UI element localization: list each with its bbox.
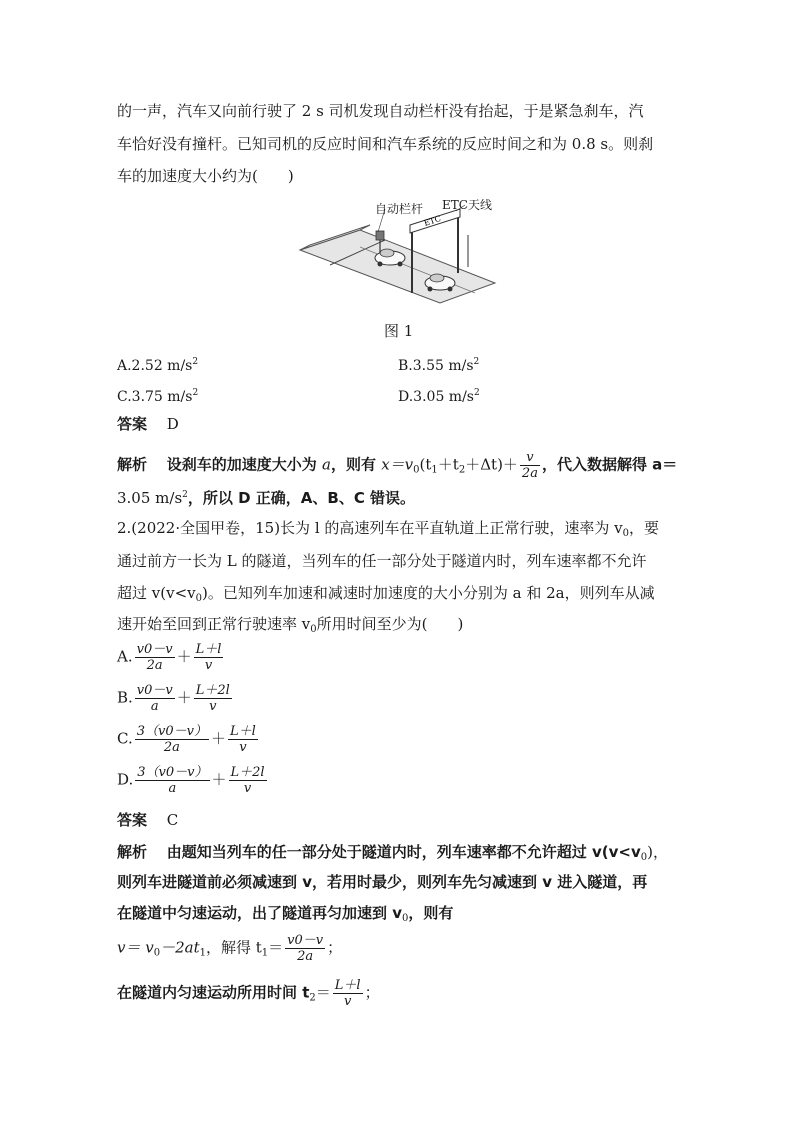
q2-analysis-line3: 在隧道中匀速运动，出了隧道再匀加速到 $v_0$，则有 bbox=[117, 904, 454, 924]
q2-analysis-line2: 则列车进隧道前必须减速到 v，若用时最少，则列车先匀减速到 v 进入隧道，再 bbox=[117, 873, 648, 891]
q2-analysis-line1: 解析 由题知当列车的任一部分处于隧道内时，列车速率都不允许超过 $v(v<v_0)$， bbox=[117, 843, 669, 863]
q1-option-b: B.3.55 $m/s^2$ bbox=[398, 357, 480, 374]
q1-option-d: D.3.05 $m/s^2$ bbox=[398, 388, 480, 405]
q1-analysis-fraction: $\frac{v}{2a}$ bbox=[521, 450, 538, 481]
q1-stem-line1: 的一声，汽车又向前行驶了 2 s 司机发现自动栏杆没有抬起，于是紧急刹车，汽 bbox=[117, 102, 644, 120]
q2-option-d: D. $\frac{3(v0-v)}{a}$ ＋ $\frac{L+2l}{v}$ bbox=[117, 765, 265, 796]
label-etc-antenna: ETC天线 bbox=[442, 198, 492, 212]
q1-figure bbox=[290, 195, 505, 310]
q2-answer: 答案 C bbox=[117, 811, 179, 829]
etc-sign-text: ETC bbox=[422, 213, 443, 228]
figure-caption: 图 1 bbox=[384, 322, 414, 340]
label-auto-barrier: 自动栏杆 bbox=[375, 202, 424, 216]
q1-stem-line2: 车恰好没有撞杆。已知司机的反应时间和汽车系统的反应时间之和为 0.8 s。则刹 bbox=[117, 135, 654, 153]
q2-stem-line1: 2.(2022·全国甲卷，15)长为 l 的高速列车在平直轨道上正常行驶，速率为 $v_0$，要 bbox=[117, 519, 660, 539]
q1-option-c: C.3.75 $m/s^2$ bbox=[117, 388, 199, 405]
q2-equation-1: $v= v_0-2at_1$，解得 $t_1=$ $\frac{v0-v}{2a}$ ； bbox=[117, 933, 343, 964]
q1-analysis-line2: 3.05 $m/s^2$，所以 D 正确，A、B、C 错误。 bbox=[117, 489, 416, 507]
q1-analysis-line1: 解析 设刹车的加速度大小为 a，则有 $x=v_0(t_1+t_2+\Delta t)+$ $\frac{v}{2a}$ ，代入数据解得 a＝ bbox=[117, 450, 678, 481]
q1-answer: 答案 D bbox=[117, 415, 179, 433]
q2-stem-line3: 超过 $v(v<v_0)$。已知列车加速和减速时加速度的大小分别为 a 和 2a，则列车从减 bbox=[117, 584, 655, 604]
q2-stem-line4: 速开始至回到正常行驶速率 $v_0$所用时间至少为( ) bbox=[117, 615, 464, 635]
q2-option-a: A. $\frac{v0-v}{2a}$ ＋ $\frac{L+l}{v}$ bbox=[117, 642, 222, 673]
q2-option-c: C. $\frac{3(v0-v)}{2a}$ ＋ $\frac{L+l}{v}$ bbox=[117, 724, 256, 755]
q1-stem-line3: 车的加速度大小约为( ) bbox=[117, 167, 294, 185]
q2-equation-2: 在隧道内匀速运动所用时间 $t_2=$ $\frac{L+l}{v}$ ； bbox=[117, 978, 380, 1009]
q2-option-b: B. $\frac{v0-v}{a}$ ＋ $\frac{L+2l}{v}$ bbox=[117, 683, 230, 714]
q2-stem-line2: 通过前方一长为 L 的隧道，当列车的任一部分处于隧道内时，列车速率都不允许 bbox=[117, 552, 647, 570]
q1-option-a: A.2.52 $m/s^2$ bbox=[117, 357, 199, 374]
